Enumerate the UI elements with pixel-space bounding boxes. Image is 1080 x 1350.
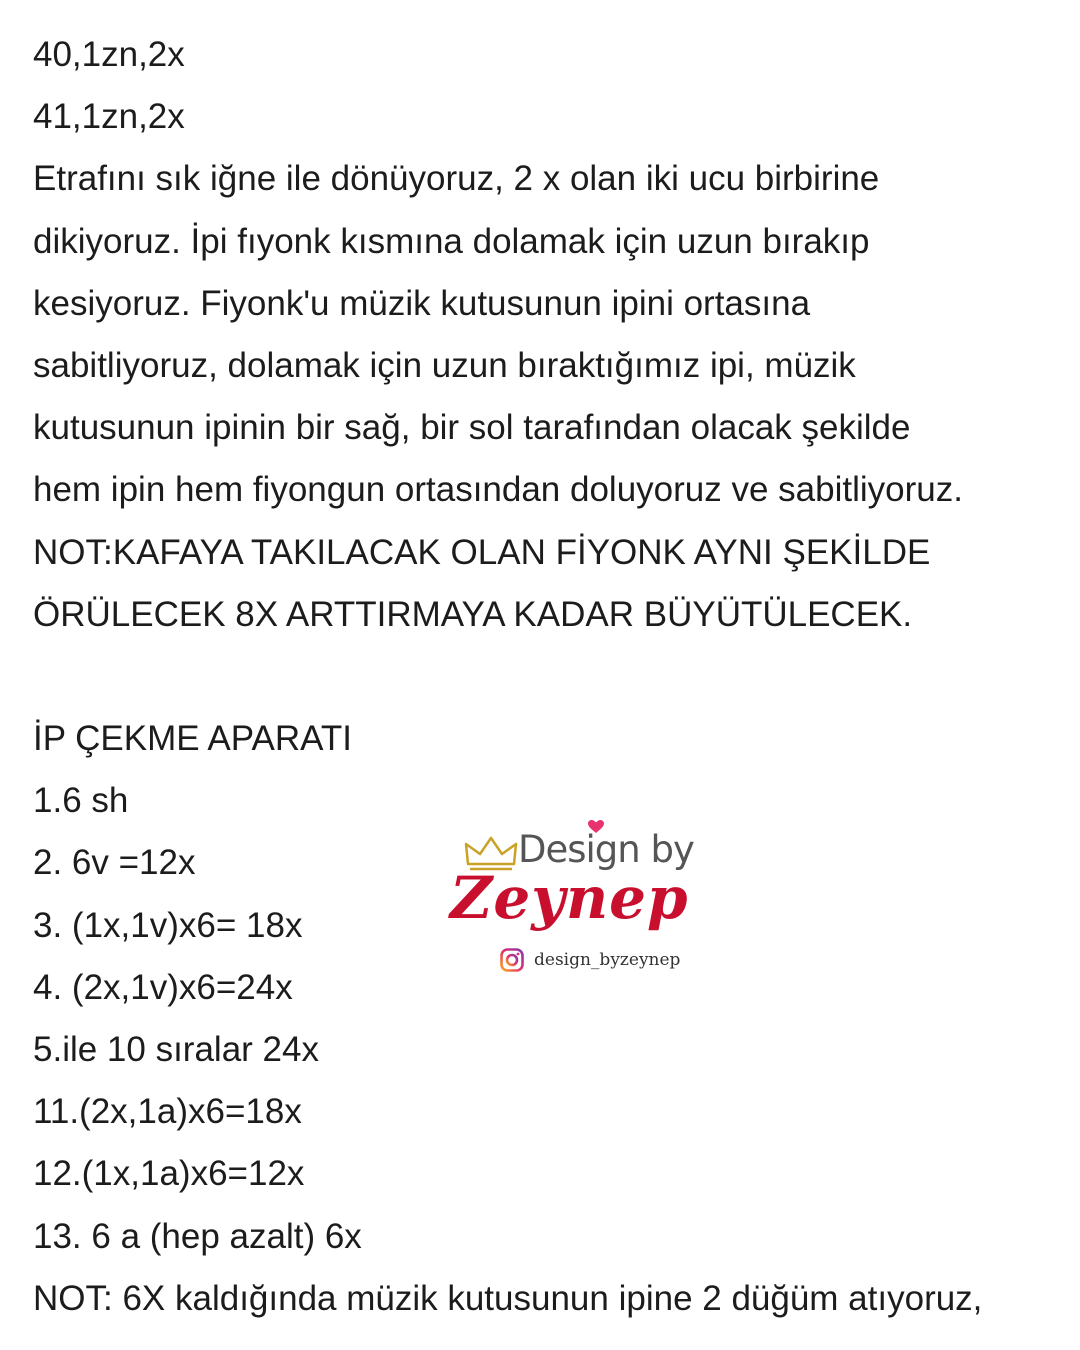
watermark-name: Zeynep <box>450 864 689 932</box>
note-line: ÖRÜLECEK 8X ARTTIRMAYA KADAR BÜYÜTÜLECEK. <box>33 594 913 634</box>
pattern-row: 1.6 sh <box>33 781 129 821</box>
pattern-row: 5.ile 10 sıralar 24x <box>33 1030 319 1069</box>
watermark-handle <box>500 948 680 972</box>
text-line: 41,1zn,2x <box>33 97 185 137</box>
text-line: Etrafını sık iğne ile dönüyoruz, 2 x olan iki ucu birbirine <box>33 159 880 199</box>
pattern-row: 12.(1x,1a)x6=12x <box>33 1154 305 1194</box>
text-line: sabitliyoruz, dolamak için uzun bıraktığımız ipi, müzik <box>33 345 856 385</box>
pattern-row: 13. 6 a (hep azalt) 6x <box>33 1216 362 1256</box>
pattern-row: 2. 6v =12x <box>33 843 196 883</box>
watermark-design-by: Design by <box>518 828 694 871</box>
watermark-handle-text: design_byzeynep <box>534 950 681 970</box>
paragraph-gap <box>33 646 1073 708</box>
text-line: kesiyoruz. Fiyonk'u müzik kutusunun ipini ortasına <box>33 283 811 323</box>
document-body <box>33 24 1073 1330</box>
pattern-row: 3. (1x,1v)x6= 18x <box>33 905 303 945</box>
pattern-row: 11.(2x,1a)x6=18x <box>33 1092 302 1132</box>
text-line: dikiyoruz. İpi fıyonk kısmına dolamak için uzun bırakıp <box>33 221 870 261</box>
text-line: kutusunun ipinin bir sağ, bir sol tarafından olacak şekilde <box>33 408 911 448</box>
note-line: NOT: 6X kaldığında müzik kutusunun ipine 2 düğüm atıyoruz, <box>33 1278 983 1318</box>
instagram-icon <box>500 948 524 972</box>
note-line: NOT:KAFAYA TAKILACAK OLAN FİYONK AYNI ŞEKİLDE <box>33 532 931 572</box>
section-heading: İP ÇEKME APARATI <box>33 719 352 759</box>
text-line: 40,1zn,2x <box>33 35 185 74</box>
text-line: hem ipin hem fiyongun ortasından doluyoruz ve sabitliyoruz. <box>33 470 963 510</box>
watermark-logo <box>440 820 710 980</box>
pattern-row: 4. (2x,1v)x6=24x <box>33 967 293 1007</box>
